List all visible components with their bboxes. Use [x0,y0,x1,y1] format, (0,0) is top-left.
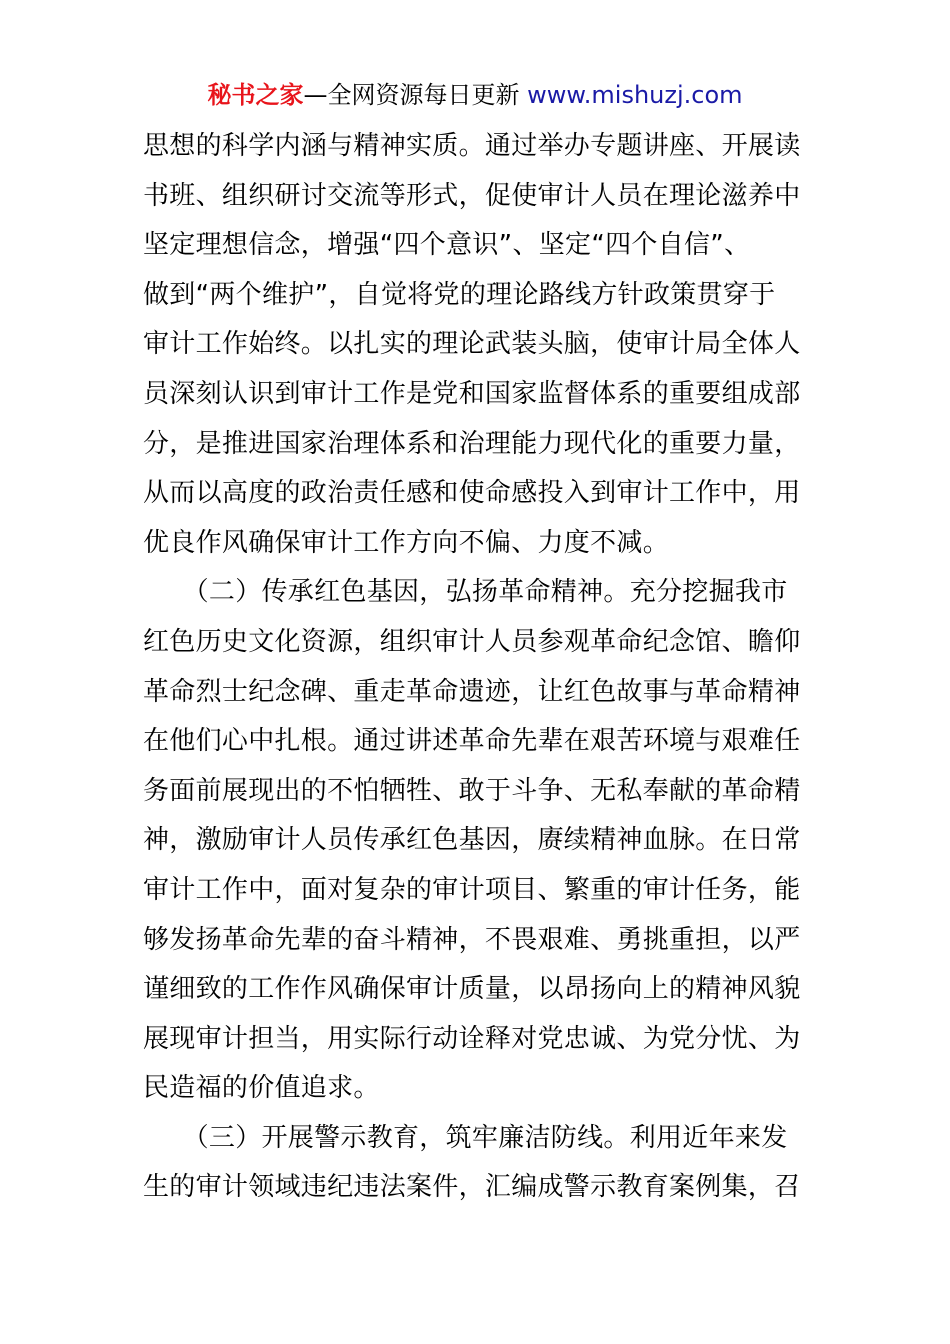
text-line: 务面前展现出的不怕牺牲、敢于斗争、无私奉献的革命精 [143,775,801,806]
text-line: 审计工作中，面对复杂的审计项目、繁重的审计任务，能 [143,874,801,905]
text-line: 生的审计领域违纪违法案件，汇编成警示教育案例集，召 [143,1172,801,1203]
header-brand: 秘书之家 [207,81,304,109]
body-text [143,122,813,1213]
text-line: 员深刻认识到审计工作是党和国家监督体系的重要组成部 [143,378,801,409]
text-line: 在他们心中扎根。通过讲述革命先辈在艰苦环境与艰难任 [143,726,801,757]
text-line: 从而以高度的政治责任感和使命感投入到审计工作中，用 [143,478,801,509]
text-line: 够发扬革命先辈的奋斗精神，不畏艰难、勇挑重担，以严 [143,924,801,955]
text-line: 谨细致的工作作风确保审计质量，以昂扬向上的精神风貌 [143,974,801,1005]
text-line: 坚定理想信念，增强“四个意识”、坚定“四个自信”、 [143,230,751,261]
text-line: （二）传承红色基因，弘扬革命精神。充分挖掘我市 [143,577,788,608]
text-line: 展现审计担当，用实际行动诠释对党忠诚、为党分忧、为 [143,1023,801,1054]
text-line: 优良作风确保审计工作方向不偏、力度不减。 [143,527,670,558]
text-line: 神，激励审计人员传承红色基因，赓续精神血脉。在日常 [143,825,801,856]
text-line: 做到“两个维护”，自觉将党的理论路线方针政策贯穿于 [143,279,776,310]
text-line: 革命烈士纪念碑、重走革命遗迹，让红色故事与革命精神 [143,676,801,707]
text-line: （三）开展警示教育，筑牢廉洁防线。利用近年来发 [143,1122,788,1153]
text-line: 书班、组织研讨交流等形式，促使审计人员在理论滋养中 [143,180,801,211]
text-line: 红色历史文化资源，组织审计人员参观革命纪念馆、瞻仰 [143,626,801,657]
text-line: 分，是推进国家治理体系和治理能力现代化的重要力量， [143,428,801,459]
header-url-link[interactable]: www.mishuzj.com [527,81,743,109]
text-line: 审计工作始终。以扎实的理论武装头脑，使审计局全体人 [143,329,801,360]
header-tagline: —全网资源每日更新 [303,81,528,109]
text-line: 思想的科学内涵与精神实质。通过举办专题讲座、开展读 [143,131,801,161]
page-header [0,78,950,112]
text-line: 民造福的价值追求。 [143,1073,380,1104]
